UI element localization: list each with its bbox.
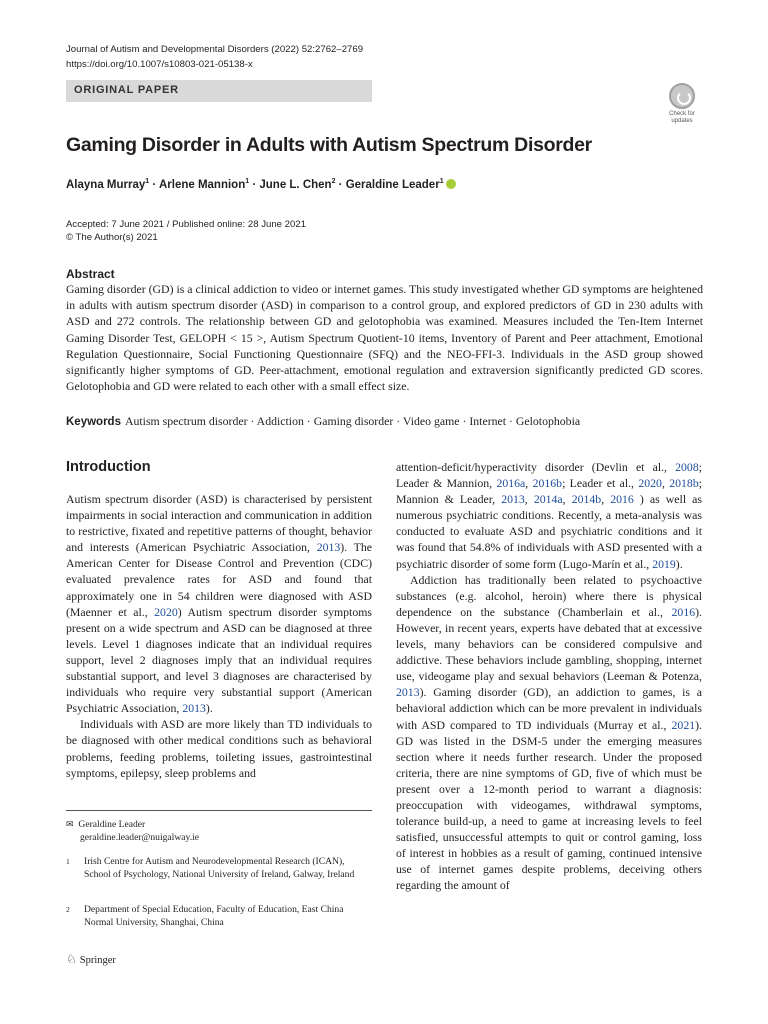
- affiliation-sup: 2: [331, 178, 336, 185]
- paragraph: Individuals with ASD are more likely than TD individuals to be diagnosed with other medical conditions such as behavioral problems, feeding problems, toileting issues, gastrointestinal symptoms, epilepsy, sleep problems and: [66, 717, 372, 780]
- copyright-line: © The Author(s) 2021: [66, 232, 158, 243]
- footnote-number: 1: [66, 857, 70, 866]
- citation-link[interactable]: 2020: [154, 604, 178, 619]
- check-updates-label: Check for updates: [669, 111, 695, 124]
- author-name[interactable]: Geraldine Leader: [345, 178, 440, 191]
- citation-link[interactable]: 2013: [396, 685, 420, 700]
- keywords-list: Autism spectrum disorder · Addiction · Gaming disorder · Video game · Internet · Gelotophobia: [124, 414, 581, 428]
- paragraph: Autism spectrum disorder (ASD) is characterised by persistent impairments in social interaction and communication in addition to restrictive, fixated and repetitive patterns of thought, behavior and interests (American Psychiatric Association, 2013). The American Center for Disease Control and Prevention (CDC) evaluated prevalence rates for ASD and found that approximately one in 54 children were diagnosed with ASD (Maenner et al., 2020) Autism spectrum disorder symptoms present on a wide spectrum and ASD can be diagnosed at three levels. Level 1 diagnoses indicate that an individual requires support, level 2 diagnoses imply that an individual requires substantial support, and level 3 diagnoses are characterised by individuals who require very substantial support (American Psychiatric Association, 2013).: [66, 492, 372, 716]
- citation-link[interactable]: 2018b: [669, 476, 699, 491]
- citation-link[interactable]: 2008: [675, 460, 699, 474]
- affiliation-sup: 1: [145, 178, 150, 185]
- citation-link[interactable]: 2016: [610, 492, 634, 507]
- introduction-heading: Introduction: [66, 459, 151, 475]
- citation-link[interactable]: 2014a: [533, 492, 563, 507]
- article-type-label: ORIGINAL PAPER: [74, 84, 179, 96]
- author-name[interactable]: June L. Chen: [259, 178, 332, 191]
- citation-link[interactable]: 2016: [671, 604, 696, 619]
- right-column: [396, 459, 702, 894]
- journal-citation: Journal of Autism and Developmental Disorders (2022) 52:2762–2769: [66, 44, 364, 55]
- article-type-banner: [66, 80, 372, 102]
- publisher-logo: [66, 952, 116, 967]
- check-for-updates-badge[interactable]: [662, 83, 702, 125]
- contact-email[interactable]: geraldine.leader@nuigalway.ie: [80, 832, 200, 843]
- journal-header: [66, 42, 363, 72]
- left-column: [66, 491, 372, 781]
- contact-name: Geraldine Leader: [78, 819, 146, 830]
- paper-title: Gaming Disorder in Adults with Autism Spectrum Disorder: [66, 134, 592, 156]
- citation-link[interactable]: 2016a: [496, 476, 526, 491]
- citation-link[interactable]: 2013: [501, 492, 525, 507]
- author-name[interactable]: Arlene Mannion: [158, 178, 246, 191]
- citation-link[interactable]: 2016b: [532, 476, 563, 491]
- keywords-label: Keywords: [66, 416, 121, 428]
- corresponding-author: [66, 818, 199, 844]
- footnote-divider: [66, 810, 372, 811]
- publication-dates: [66, 218, 306, 244]
- abstract-heading: Abstract: [66, 267, 115, 281]
- accepted-published-date: Accepted: 7 June 2021 / Published online: 28 June 2021: [66, 219, 307, 230]
- doi-link[interactable]: https://doi.org/10.1007/s10803-021-05138-x: [66, 59, 253, 70]
- author-list: Alayna Murray$^1$ · Arlene Mannion$^1$ · June L. Chen$^2$ · Geraldine Leader$^1$: [66, 178, 456, 191]
- footnote-text: Department of Special Education, Faculty of Education, East China Normal University, Shanghai, China: [84, 904, 344, 928]
- springer-horse-icon: ♘: [66, 952, 77, 966]
- publisher-name: Springer: [79, 955, 116, 966]
- citation-link[interactable]: 2020: [638, 476, 662, 491]
- footnote-text: Irish Centre for Autism and Neurodevelopmental Research (ICAN), School of Psychology, National University of Ireland, Galway, Ireland: [84, 856, 355, 880]
- affiliation-sup: 1: [245, 178, 250, 185]
- citation-link[interactable]: 2019: [652, 556, 676, 571]
- citation-link[interactable]: 2013: [316, 540, 341, 555]
- citation-link[interactable]: 2013: [182, 701, 206, 716]
- check-updates-icon: [669, 83, 695, 109]
- affiliation-sup: 1: [439, 178, 444, 185]
- envelope-icon: ✉: [66, 819, 74, 829]
- footnote-number: 2: [66, 905, 70, 914]
- affiliation-footnote: [66, 903, 366, 929]
- affiliation-footnote: [66, 855, 366, 881]
- orcid-icon[interactable]: [446, 179, 456, 189]
- paragraph: attention-deficit/hyperactivity disorder (Devlin et al., 2008; Leader & Mannion, 2016a, 2016b; Leader et al., 2020, 2018b; Mannion & Leader, 2013, 2014a, 2014b, 2016 ) as well as numerous psychiatric conditions. Recently, a meta-analysis was conducted to evaluate ASD and psychiatric conditions and it was found that 54.8% of individuals with ASD presented with a psychiatric disorder of some form (Lugo-Marín et al., 2019).: [396, 460, 702, 571]
- citation-link[interactable]: 2014b: [571, 492, 602, 507]
- author-name[interactable]: Alayna Murray: [66, 178, 146, 191]
- paragraph: Addiction has traditionally been related to psychoactive substances (e.g. alcohol, heroin) where there is physical dependence on the substance (Chamberlain et al., 2016). However, in recent years, experts have debated that at excessive levels, many behaviors can be considered compulsive and addictive. These behaviors include gambling, shopping, internet use, videogame play and sexual behaviors (Leeman & Potenza, 2013). Gaming disorder (GD), an addiction to games, is a behavioral addiction which can be more prevalent in individuals with ASD compared to TD individuals (Murray et al., 2021). GD was listed in the DSM-5 under the emerging measures section where it needs further research. Under the proposed criteria, there are nine symptoms of GD, five of which must be present over a 12-month period to warrant a diagnosis: preoccupation with videogames, withdrawal symptoms, tolerance build-up, a need to game at increasing levels to feel satisfied, unsuccessful attempts to quit or control gaming, loss of interest in hobbies as a result of gaming, continued intensive use of internet games despite problems, deceiving others regarding the amount of: [396, 572, 702, 893]
- keywords: [66, 414, 706, 429]
- abstract-text: Gaming disorder (GD) is a clinical addiction to video or internet games. This study investigated whether GD symptoms are heightened in adults with autism spectrum disorder (ASD) in comparison to a control group, and explored predictors of GD in 230 adults with ASD and 272 controls. The relationship between GD and gelotophobia was examined. Measures included the Ten-Item Internet Gaming Disorder Test, GELOPH < 15 >, Autism Spectrum Quotient-10 items, Inventory of Parent and Peer attachment, Emotional Regulation Questionnaire, Social Functioning Questionnaire (SFQ) and the NEO-FFI-3. Individuals in the ASD group showed significantly higher symptoms of GD. Peer-attachment, emotional regulation and extraversion significantly predicted GD scores. Gelotophobia and GD were related to each other with a small effect size.: [66, 282, 703, 394]
- citation-link[interactable]: 2021: [671, 717, 696, 732]
